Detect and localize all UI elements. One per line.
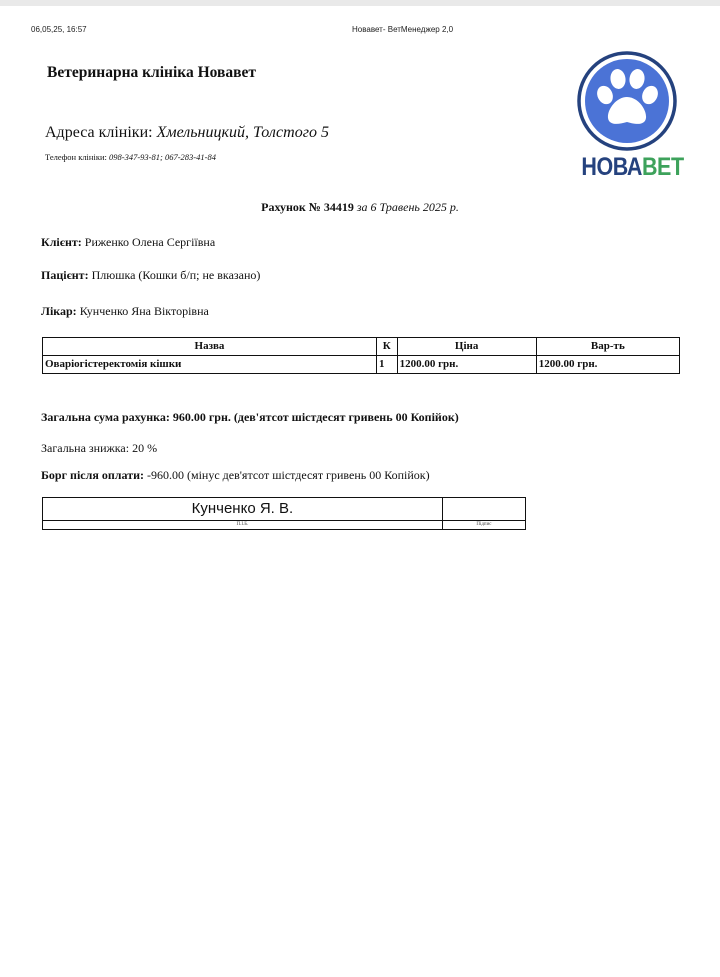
- services-table: [42, 337, 680, 374]
- total-discount: Загальна знижка: 20 %: [41, 441, 158, 455]
- client-line: [41, 235, 215, 250]
- logo-wordmark: [581, 152, 684, 182]
- doctor-value: Кунченко Яна Вікторівна: [79, 304, 209, 318]
- debt-label: Борг після оплати:: [41, 468, 144, 482]
- invoice-title: [0, 200, 720, 215]
- invoice-date: за 6 Травень 2025 р.: [356, 200, 459, 214]
- table-row: [43, 356, 680, 374]
- signature-name: Кунченко Я. В.: [43, 498, 443, 521]
- client-label: Клієнт:: [41, 235, 82, 249]
- clinic-address: [45, 124, 329, 142]
- clinic-phone-value: 098-347-93-81; 067-283-41-84: [109, 152, 216, 162]
- paw-icon: [576, 50, 678, 152]
- header-sum: Вар-ть: [536, 338, 679, 356]
- invoice-title-prefix: Рахунок №: [261, 200, 321, 214]
- top-bar: [0, 0, 720, 6]
- signature-table: [42, 497, 526, 530]
- clinic-phone-label: Телефон клініки:: [45, 152, 107, 162]
- header-name: Назва: [43, 338, 377, 356]
- patient-line: [41, 268, 260, 283]
- service-price: 1200.00 грн.: [397, 356, 536, 374]
- clinic-logo: [574, 50, 684, 182]
- logo-text-part1: НОВА: [581, 153, 642, 181]
- debt-value: -960.00 (мінус дев'ятсот шістдесят гривень 00 Копійок): [147, 468, 430, 482]
- clinic-address-label: Адреса клініки:: [45, 124, 153, 141]
- header-qty: К: [376, 338, 397, 356]
- client-value: Риженко Олена Сергіївна: [84, 235, 216, 249]
- signature-box: [442, 498, 525, 521]
- print-date: 06,05,25, 16:57: [31, 25, 87, 34]
- clinic-name: Ветеринарна клініка Новавет: [47, 64, 257, 81]
- clinic-address-value: Хмельницкий, Толстого 5: [156, 124, 329, 141]
- signature-name-caption: П.І.Б.: [43, 521, 443, 530]
- service-sum: 1200.00 грн.: [536, 356, 679, 374]
- logo-text-part2: ВЕТ: [641, 153, 684, 181]
- patient-label: Пацієнт:: [41, 268, 89, 282]
- print-app-name: Новавет- ВетМенеджер 2,0: [352, 25, 454, 34]
- patient-value: Плюшка (Кошки б/п; не вказано): [91, 268, 261, 282]
- table-header-row: [43, 338, 680, 356]
- service-name: Оваріогістеректомія кішки: [43, 356, 377, 374]
- debt-after-payment: [41, 468, 430, 483]
- clinic-phone: [45, 152, 216, 162]
- doctor-label: Лікар:: [41, 304, 77, 318]
- service-qty: 1: [376, 356, 397, 374]
- total-amount: Загальна сума рахунка: 960.00 грн. (дев'ятсот шістдесят гривень 00 Копійок): [41, 410, 459, 424]
- doctor-line: [41, 304, 209, 319]
- signature-sign-caption: Підпис: [442, 521, 525, 530]
- header-price: Ціна: [397, 338, 536, 356]
- invoice-number: 34419: [323, 200, 354, 214]
